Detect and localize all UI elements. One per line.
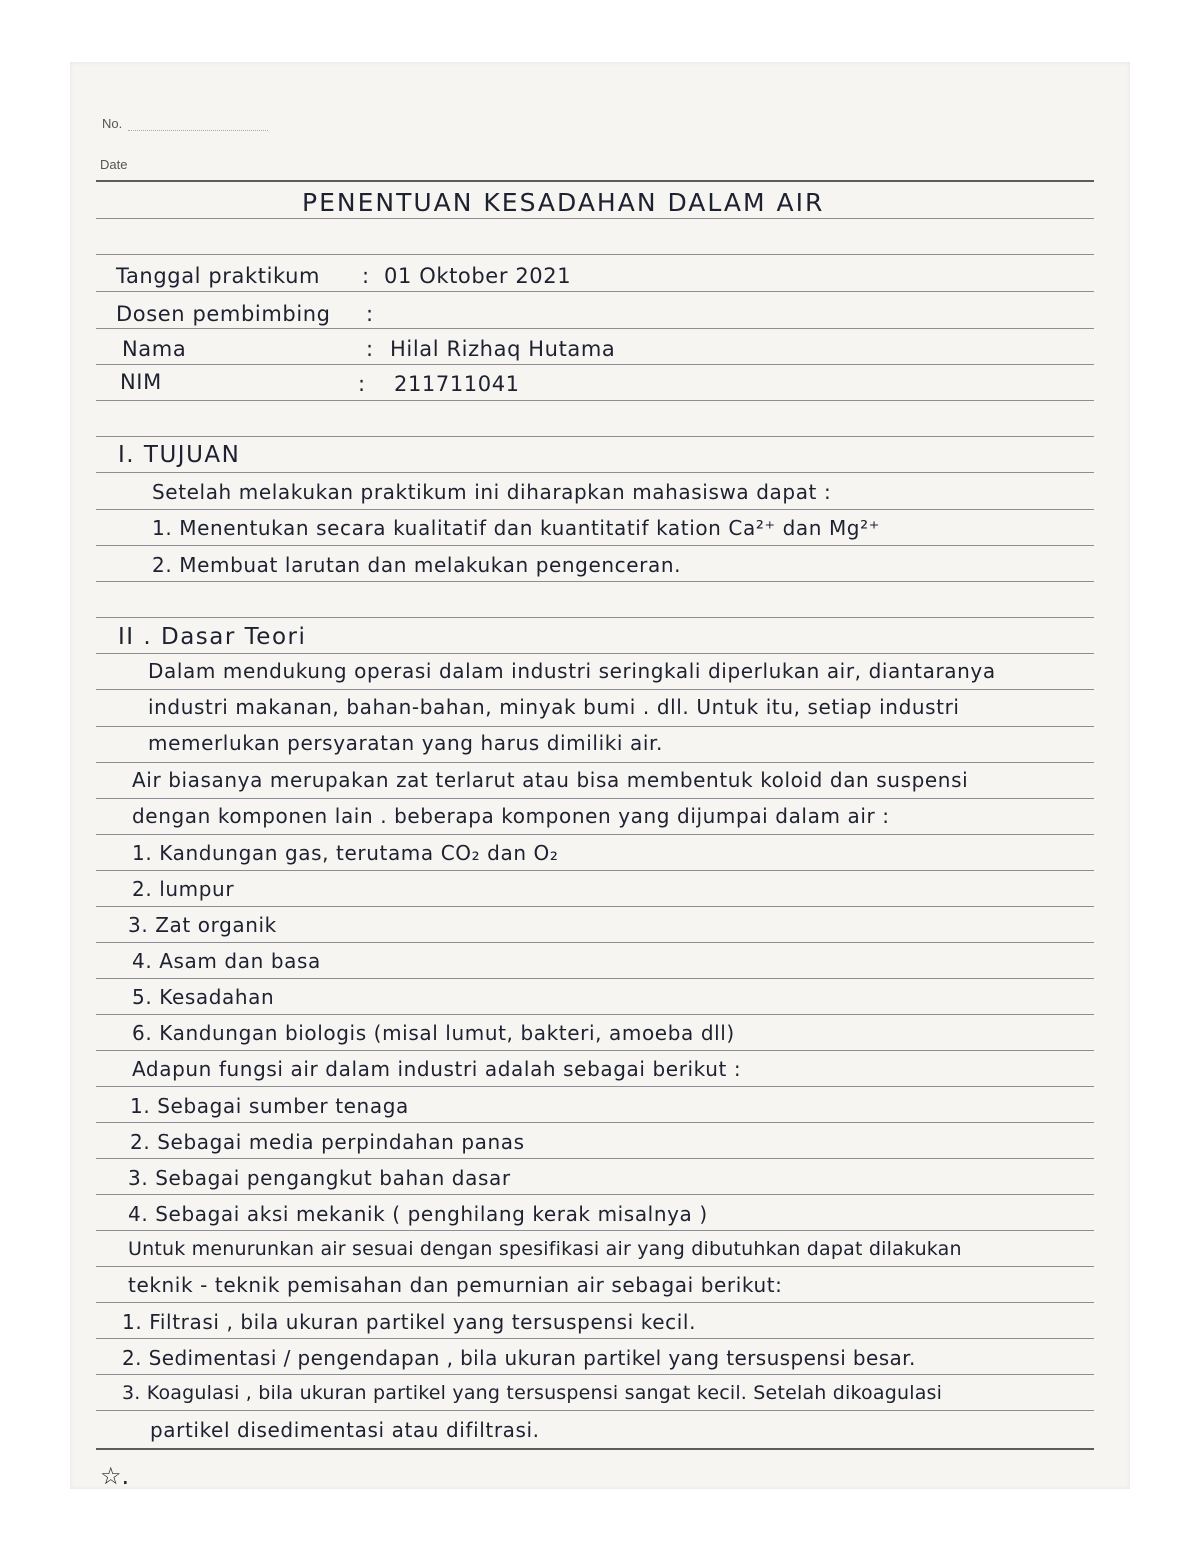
info-value: Hilal Rizhaq Hutama [390,337,616,361]
list-item: 2. Sedimentasi / pengendapan , bila ukuran partikel yang tersuspensi besar. [122,1346,916,1370]
paragraph-line: Air biasanya merupakan zat terlarut atau bisa membentuk koloid dan suspensi [132,768,969,792]
list-item: 4. Sebagai aksi mekanik ( penghilang kerak misalnya ) [128,1202,708,1226]
info-colon: : [362,264,370,288]
ruled-line [96,509,1094,510]
list-item: 5. Kesadahan [132,985,275,1009]
no-label: No. [102,116,123,131]
info-value: 01 Oktober 2021 [384,264,572,288]
paragraph-line: Dalam mendukung operasi dalam industri seringkali diperlukan air, diantaranya [148,659,996,683]
info-label: Nama [122,337,187,361]
list-item: 2. lumpur [132,877,235,901]
ruled-line [96,1410,1094,1411]
ruled-line [96,726,1094,727]
paragraph-line: teknik - teknik pemisahan dan pemurnian air sebagai berikut: [128,1273,783,1297]
ruled-line [96,1194,1094,1195]
ruled-line [96,328,1094,329]
list-item: 3. Koagulasi , bila ukuran partikel yang tersuspensi sangat kecil. Setelah dikoagulasi [122,1382,943,1404]
ruled-line [96,906,1094,907]
star-mark: ☆. [100,1462,130,1490]
ruled-line [96,1448,1094,1450]
ruled-line [96,653,1094,654]
info-value: 211711041 [394,372,520,396]
paragraph-line: industri makanan, bahan-bahan, minyak bumi . dll. Untuk itu, setiap industri [148,695,960,719]
info-colon: : [366,337,374,361]
paragraph-line: Untuk menurunkan air sesuai dengan spesifikasi air yang dibutuhkan dapat dilakukan [128,1238,962,1260]
section-heading: I. TUJUAN [118,442,241,468]
ruled-line [96,834,1094,835]
list-item: 4. Asam dan basa [132,949,321,973]
ruled-line [96,180,1094,182]
info-label: Dosen pembimbing [116,302,331,326]
ruled-line [96,364,1094,365]
section-text: Setelah melakukan praktikum ini diharapkan mahasiswa dapat : [152,480,832,504]
list-item: 1. Sebagai sumber tenaga [130,1094,409,1118]
ruled-line [96,762,1094,763]
ruled-line [96,472,1094,473]
section-heading: II . Dasar Teori [118,624,307,650]
ruled-line [96,617,1094,618]
ruled-line [96,254,1094,255]
ruled-line [96,689,1094,690]
page-title: PENENTUAN KESADAHAN DALAM AIR [302,188,825,217]
list-item: 6. Kandungan biologis (misal lumut, bakteri, amoeba dll) [132,1021,735,1045]
list-item: 1. Filtrasi , bila ukuran partikel yang tersuspensi kecil. [122,1310,697,1334]
no-field [128,130,268,131]
ruled-line [96,1014,1094,1015]
ruled-line [96,545,1094,546]
info-label: Tanggal praktikum [116,264,321,288]
list-item: 1. Menentukan secara kualitatif dan kuantitatif kation Ca²⁺ dan Mg²⁺ [152,516,880,540]
ruled-line [96,798,1094,799]
info-colon: : [358,372,366,396]
list-item: 2. Membuat larutan dan melakukan pengenceran. [152,553,682,577]
list-item: partikel disedimentasi atau difiltrasi. [150,1418,540,1442]
ruled-line [96,291,1094,292]
ruled-line [96,581,1094,582]
ruled-line [96,1122,1094,1123]
ruled-line [96,218,1094,219]
list-item: 1. Kandungan gas, terutama CO₂ dan O₂ [132,841,559,865]
ruled-line [96,436,1094,437]
info-colon: : [366,302,374,326]
ruled-line [96,1374,1094,1375]
list-item: 3. Zat organik [128,913,277,937]
paragraph-line: Adapun fungsi air dalam industri adalah sebagai berikut : [132,1057,742,1081]
paragraph-line: dengan komponen lain . beberapa komponen yang dijumpai dalam air : [132,804,890,828]
paragraph-line: memerlukan persyaratan yang harus dimiliki air. [148,731,663,755]
ruled-line [96,978,1094,979]
date-label: Date [100,157,128,172]
ruled-line [96,1050,1094,1051]
ruled-line [96,1230,1094,1231]
ruled-line [96,400,1094,401]
ruled-line [96,870,1094,871]
list-item: 3. Sebagai pengangkut bahan dasar [128,1166,511,1190]
list-item: 2. Sebagai media perpindahan panas [130,1130,525,1154]
ruled-line [96,1158,1094,1159]
ruled-line [96,1086,1094,1087]
ruled-line [96,1338,1094,1339]
info-label: NIM [120,370,162,394]
ruled-line [96,942,1094,943]
ruled-line [96,1266,1094,1267]
ruled-line [96,1302,1094,1303]
